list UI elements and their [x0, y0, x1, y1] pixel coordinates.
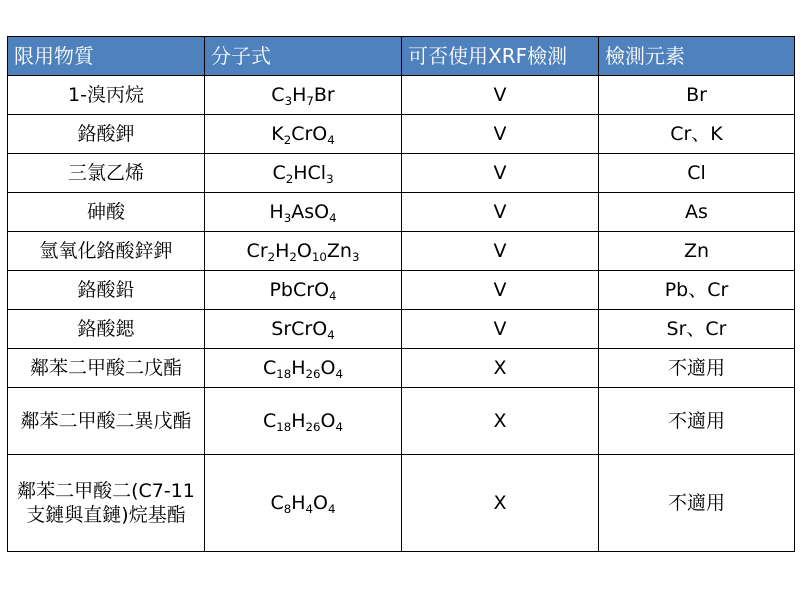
table-row: [8, 310, 795, 349]
table-row: [8, 76, 795, 115]
xrf-cell: V: [402, 193, 599, 232]
elements-cell: 不適用: [599, 455, 795, 552]
xrf-cell: V: [402, 310, 599, 349]
formula-subscript: 3: [284, 94, 293, 109]
formula-subscript: 3: [326, 172, 334, 187]
xrf-cell: X: [402, 455, 599, 552]
xrf-cell: X: [402, 388, 599, 455]
formula-subscript: 4: [329, 289, 337, 304]
table-row: [8, 232, 795, 271]
formula-subscript: 4: [329, 211, 337, 226]
formula-subscript: 3: [283, 211, 292, 226]
formula-subscript: 4: [327, 133, 335, 148]
elements-cell: Br: [599, 76, 795, 115]
xrf-cell: V: [402, 232, 599, 271]
formula-subscript: 4: [327, 328, 335, 343]
formula-cell: PbCrO$_4$: [205, 271, 402, 310]
formula-cell: SrCrO$_4$: [205, 310, 402, 349]
header-formula: 分子式: [205, 37, 402, 76]
formula-subscript: 2: [283, 133, 292, 148]
formula-cell: $C_8H_4O_4$: [205, 455, 402, 552]
xrf-cell: X: [402, 349, 599, 388]
substance-cell: 鉻酸鉛: [8, 271, 205, 310]
formula-subscript: 8: [283, 502, 292, 517]
formula-subscript: 18: [276, 367, 292, 382]
formula-subscript: 4: [305, 502, 314, 517]
substance-cell: 鉻酸鍶: [8, 310, 205, 349]
formula-cell: $C_3H_7Br$: [205, 76, 402, 115]
substance-cell: 鄰苯二甲酸二戊酯: [8, 349, 205, 388]
table-row: [8, 193, 795, 232]
xrf-cell: V: [402, 271, 599, 310]
table-row: [8, 154, 795, 193]
elements-cell: As: [599, 193, 795, 232]
elements-cell: Pb、Cr: [599, 271, 795, 310]
formula-subscript: 7: [306, 94, 314, 109]
table-row: [8, 349, 795, 388]
elements-cell: Sr、Cr: [599, 310, 795, 349]
table-header-row: [8, 37, 795, 76]
formula-subscript: 26: [305, 367, 321, 382]
table-row: [8, 271, 795, 310]
formula-subscript: 4: [335, 367, 343, 382]
formula-cell: $C_{18}H_{26}O_4$: [205, 349, 402, 388]
formula-subscript: 2: [285, 172, 294, 187]
substance-cell: 砷酸: [8, 193, 205, 232]
formula-subscript: 4: [328, 502, 336, 517]
substance-cell: 鄰苯二甲酸二異戊酯: [8, 388, 205, 455]
header-xrf: 可否使用XRF檢測: [402, 37, 599, 76]
substance-cell: 鄰苯二甲酸二(C7-11支鏈與直鏈)烷基酯: [8, 455, 205, 552]
formula-subscript: 2: [267, 250, 276, 265]
elements-cell: Zn: [599, 232, 795, 271]
formula-subscript: 4: [335, 420, 343, 435]
xrf-cell: V: [402, 76, 599, 115]
formula-cell: $C_2HCl_3$: [205, 154, 402, 193]
xrf-cell: V: [402, 154, 599, 193]
table-row: [8, 115, 795, 154]
header-substance: 限用物質: [8, 37, 205, 76]
restricted-substances-table: [7, 36, 795, 552]
elements-cell: 不適用: [599, 388, 795, 455]
xrf-cell: V: [402, 115, 599, 154]
formula-subscript: 18: [276, 420, 292, 435]
substance-cell: 1-溴丙烷: [8, 76, 205, 115]
formula-cell: $H_3AsO_4$: [205, 193, 402, 232]
formula-subscript: 2: [289, 250, 297, 265]
elements-cell: 不適用: [599, 349, 795, 388]
elements-cell: Cr、K: [599, 115, 795, 154]
table-row: [8, 455, 795, 552]
formula-subscript: 26: [305, 420, 321, 435]
header-elements: 檢測元素: [599, 37, 795, 76]
formula-subscript: 3: [351, 250, 360, 265]
formula-cell: $Cr_2H_2O_{10}Zn_3$: [205, 232, 402, 271]
table-row: [8, 388, 795, 455]
substance-cell: 三氯乙烯: [8, 154, 205, 193]
substance-cell: 氫氧化鉻酸鋅鉀: [8, 232, 205, 271]
formula-cell: $K_2CrO_4$: [205, 115, 402, 154]
substance-cell: 鉻酸鉀: [8, 115, 205, 154]
elements-cell: Cl: [599, 154, 795, 193]
formula-subscript: 10: [311, 250, 327, 265]
formula-cell: $C_{18}H_{26}O_4$: [205, 388, 402, 455]
